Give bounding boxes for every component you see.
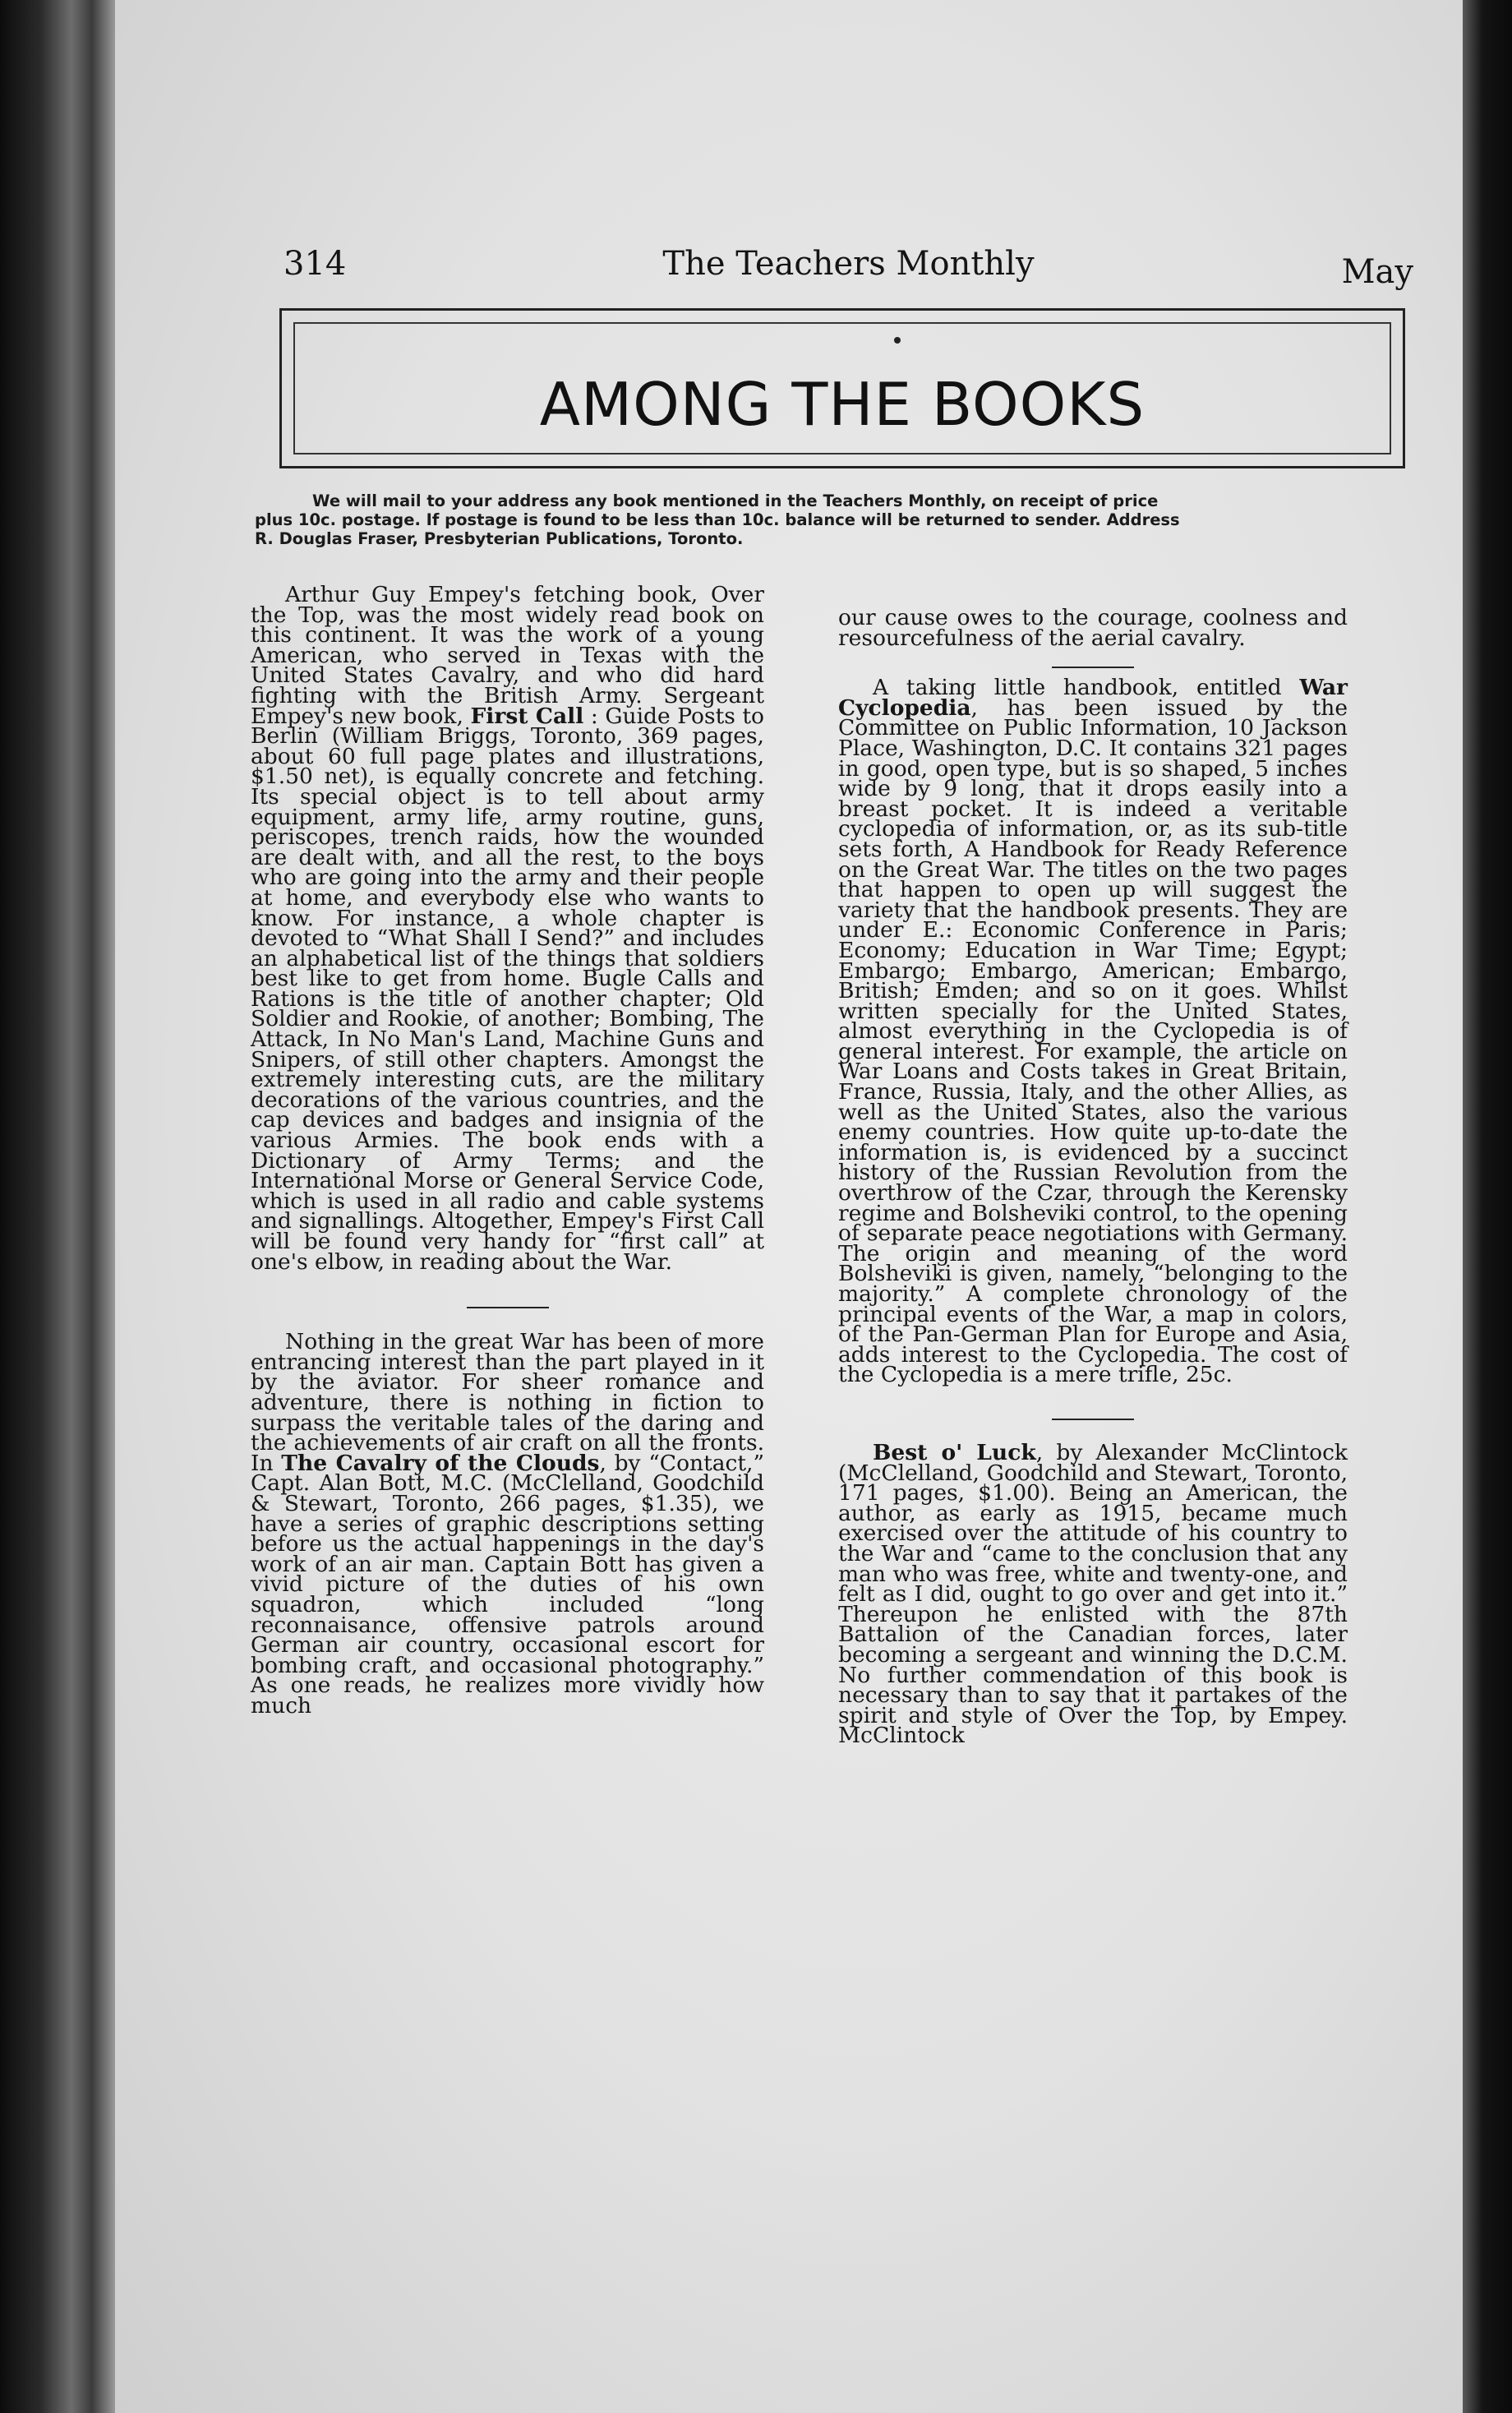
mail-order-notice bbox=[255, 491, 1413, 548]
review-war-cyclopedia bbox=[838, 675, 1348, 1388]
review-best-o-luck bbox=[838, 1439, 1348, 1749]
notice-line: plus 10c. postage. If postage is found to be less than 10c. balance will be returned to sender. Address bbox=[255, 510, 1180, 529]
review-text: Arthur Guy Empey's fetching book, Over the Top, was the most widely read book on this continent. It was the work of a young American, who served in Texas with the United States Cavalry, and who did hard fighting with the British Army. Sergeant Empey's new book, bbox=[251, 582, 764, 729]
book-title: War Cyclopedia bbox=[838, 675, 1348, 721]
review-first-call bbox=[251, 582, 764, 1275]
review-continuation: our cause owes to the courage, coolness and resourcefulness of the aerial cavalry. bbox=[838, 605, 1348, 651]
notice-line: We will mail to your address any book mentioned in the Teachers Monthly, on receipt of price bbox=[312, 491, 1159, 510]
book-page bbox=[115, 0, 1463, 2413]
right-column bbox=[838, 605, 1348, 1749]
journal-title: The Teachers Monthly bbox=[662, 245, 1035, 283]
running-head bbox=[284, 245, 1413, 294]
review-text: : Guide Posts to Berlin (William Briggs, Toronto, 369 pages, about 60 full page plates and illustrations, $1.50 net), is equally concrete and fetching. Its special object is to tell about army equipment, army life, army routine, guns, periscopes, trench raids, how the wounded are dealt with, and all the rest, to the boys who are going into the army and their people at home, and everybody else who wants to know. For instance, a whole chapter is devoted to “What Shall I Send?” and includes an alphabetical list of the things that soldiers best like to get from home. Bugle Calls and Rations is the title of another chapter; Old Soldier and Rookie, of another; Bombing, The Attack, In No Man's Land, Machine Guns and Snipers, of still other chapters. Amongst the extremely interesting cuts, are the military decorations of the various countries, and the cap devices and badges and insignia of the various Armies. The book ends with a Dictionary of Army Terms; and the International Morse or General Service Code, which is used in all radio and cable systems and signallings. Altogether, Empey's First Call will be found very handy for “first call” at one's elbow, in reading about the War. bbox=[251, 703, 764, 1275]
book-title: Best o' Luck bbox=[873, 1439, 1036, 1465]
review-text: , by “Contact,” Capt. Alan Bott, M.C. (McClelland, Goodchild & Stewart, Toronto, 266 pages, $1.35), we have a series of graphic descriptions setting before us the actual happenings in the day's work of an air man. Captain Bott has given a vivid picture of the duties of his own squadron, which included “long reconnaisance, offensive patrols around German air country, occasional escort for bombing craft, and occasional photography.” As one reads, he realizes more vividly how much bbox=[251, 1450, 765, 1719]
review-text: Nothing in the great War has been of more entrancing interest than the part played in it by the aviator. For sheer romance and adventure, there is nothing in fiction to surpass the veritable tales of the daring and the achievements of air craft on all the fronts. In bbox=[251, 1329, 764, 1476]
book-spine bbox=[0, 0, 115, 2413]
review-text: A taking little handbook, entitled bbox=[873, 675, 1300, 701]
section-title: AMONG THE BOOKS bbox=[539, 370, 1146, 439]
review-cavalry-of-the-clouds bbox=[251, 1329, 765, 1719]
notice-line: R. Douglas Fraser, Presbyterian Publications, Toronto. bbox=[255, 529, 744, 548]
book-title: The Cavalry of the Clouds bbox=[281, 1450, 600, 1476]
page-number: 314 bbox=[284, 245, 347, 283]
page-edge-shadow bbox=[1463, 0, 1512, 2413]
ornament-dot bbox=[894, 337, 901, 344]
book-title: First Call bbox=[470, 703, 584, 729]
left-column bbox=[251, 582, 765, 1719]
issue-month: May bbox=[1341, 253, 1413, 291]
review-text: , by Alexander McClintock (McClelland, Goodchild and Stewart, Toronto, 171 pages, $1.00). Being an American, the author, as early as 1915, became much exercised over the attitude of his country to the War and “came to the conclusion that any man who was free, white and twenty-one, and felt as I did, ought to go over and get into it.” Thereupon he enlisted with the 87th Battalion of the Canadian forces, later becoming a sergeant and winning the D.C.M. No further commendation of this book is necessary than to say that it partakes of the spirit and style of Over the Top, by Empey. McClintock bbox=[838, 1439, 1348, 1749]
review-text: , has been issued by the Committee on Public Information, 10 Jackson Place, Washington, D.C. It contains 321 pages in good, open type, but is so shaped, 5 inches wide by 9 long, that it drops easily into a breast pocket. It is indeed a veritable cyclopedia of information, or, as its sub-title sets forth, A Handbook for Ready Reference on the Great War. The titles on the two pages that happen to open up will suggest the variety that the handbook presents. They are under E.: Economic Conference in Paris; Economy; Education in War Time; Egypt; Embargo; Embargo, American; Embargo, British; Emden; and so on it goes. Whilst written specially for the United States, almost everything in the Cyclopedia is of general interest. For example, the article on War Loans and Costs takes in Great Britain, France, Russia, Italy, and the other Allies, as well as the United States, also the various enemy countries. How quite up-to-date the information is, is evidenced by a succinct history of the Russian Revolution from the overthrow of the Czar, through the Kerensky regime and Bolsheviki control, to the opening of separate peace negotiations with Germany. The origin and meaning of the word Bolsheviki is given, namely, “belonging to the majority.” A complete chronology of the principal events of the War, a map in colors, of the Pan-German Plan for Europe and Asia, adds interest to the Cyclopedia. The cost of the Cyclopedia is a mere trifle, 25c. bbox=[838, 694, 1348, 1388]
